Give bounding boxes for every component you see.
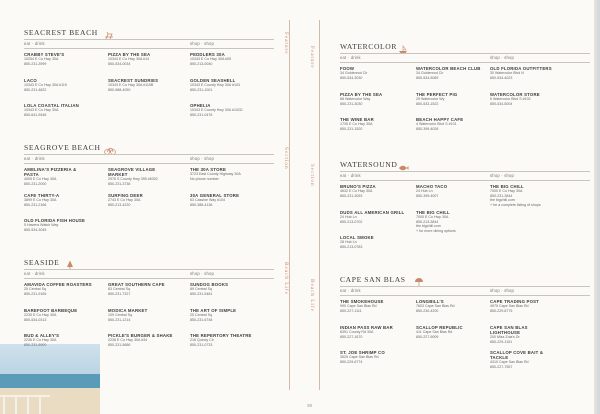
listing-detail: 216 Quincy Cir <box>190 338 214 343</box>
listing-name: CAPE TRADING POST <box>490 299 539 304</box>
listing-entry <box>340 117 408 131</box>
category-divider <box>24 278 274 279</box>
listing-entry <box>340 325 408 339</box>
listing-detail: 2235 E Co Hwy 30A <box>24 313 57 318</box>
listing-name: CRABBY STEVE'S <box>24 52 65 57</box>
next-page-edge <box>594 0 600 414</box>
page-number: 38 <box>307 403 313 408</box>
listing-detail: 10343 E Co Hwy 30A #119 <box>24 83 67 88</box>
listing-entry <box>24 333 92 347</box>
listing-detail: 850-388-4136 <box>190 202 213 207</box>
listing-name: THE ART OF SIMPLE <box>190 308 237 313</box>
listing-detail: 10343 E County Hwy 30A #102D <box>190 108 243 113</box>
listing-name: MODICA MARKET <box>108 308 148 313</box>
listing-name: AMELINA'S PIZZERIA & PASTA <box>24 167 77 178</box>
category-label-shop: shop · shop <box>490 173 515 178</box>
listing-detail: 850-534-5089 <box>416 75 439 80</box>
listing-entry <box>416 210 484 234</box>
listing-name: OPHELIA <box>190 103 211 108</box>
listing-detail: 3899 E Co Hwy 30A <box>24 198 57 203</box>
listing-detail: 850-534-4023 <box>490 75 513 80</box>
listing-detail: 109 Central Sq <box>108 313 132 318</box>
listing-detail: 7000 E Co Hwy 30A <box>490 189 523 194</box>
section-divider <box>24 269 274 270</box>
listing-detail: 850-231-9165 <box>24 291 47 296</box>
listing-detail: 25 Central Sq <box>24 287 46 292</box>
right-page <box>300 0 600 414</box>
listing-detail: 850-231-2000 <box>24 182 47 186</box>
listing-detail: 850-534-5004 <box>490 101 513 106</box>
listing-detail: 850-534-3045 <box>24 227 47 232</box>
section-divider <box>340 53 590 54</box>
listing-name: THE 30A STORE <box>190 167 227 172</box>
listing-detail: 850-213-0783 <box>340 244 363 249</box>
listing-detail: 850-231-3030 <box>340 101 363 106</box>
listing-entry <box>24 103 92 117</box>
fish-icon <box>398 159 408 168</box>
listing-entry <box>490 92 558 106</box>
listing-detail: 850-231-3999 <box>24 61 47 66</box>
listing-detail: 850-399-4028 <box>416 126 439 131</box>
listing-name: PEDDLERS 30A <box>190 52 225 57</box>
listing-entry <box>108 167 176 187</box>
listing-entry <box>108 193 176 207</box>
listing-detail: 83 Central Sq <box>108 287 130 292</box>
listing-entry <box>108 78 176 92</box>
umbrella-icon <box>414 274 424 283</box>
category-divider <box>340 62 590 63</box>
category-divider <box>340 180 590 181</box>
listing-detail: 850-231-2166 <box>24 202 47 207</box>
listing-name: MACHO TACO <box>416 184 448 189</box>
listing-detail: 34 Goldenrod Cir <box>416 71 444 76</box>
listing-detail: 4310 Cape San Blas Rd <box>490 360 529 365</box>
listing-detail: 10343 E Co Hwy 30A #115B <box>108 83 154 88</box>
listing-detail: 850-213-0040 <box>190 61 213 66</box>
category-divider <box>24 48 274 49</box>
listing-detail: 24 Hub Ln <box>416 189 433 194</box>
section-title: CAPE SAN BLAS <box>340 275 406 284</box>
listing-detail: 850-229-8775 <box>490 308 513 313</box>
category-label-shop: shop · shop <box>190 271 215 276</box>
listing-entry <box>340 92 408 106</box>
listing-entry <box>24 308 92 322</box>
listing-detail: 850-229-6774 <box>340 359 363 364</box>
listing-name: SCALLOP REPUBLIC <box>416 325 463 330</box>
listing-detail: 10254 E Co Hwy 30A <box>24 57 59 62</box>
listing-detail: 850-231-5481 <box>190 291 213 296</box>
side-label: Feature <box>309 46 315 69</box>
listing-entry <box>108 308 176 322</box>
listing-detail: 850-230-4200 <box>416 308 439 313</box>
bicycle-icon <box>104 142 114 151</box>
section-title: SEAGROVE BEACH <box>24 143 101 152</box>
listing-name: CAPE SAN BLAS LIGHTHOUSE <box>490 325 528 336</box>
listing-detail: 850-399-4007 <box>416 193 439 198</box>
listing-detail: 411 Cape San Blas Rd <box>416 330 453 335</box>
listing-detail: 200 Miss Zola's Dr <box>490 335 520 340</box>
listing-name: SURFING DEER <box>108 193 143 198</box>
listing-entry <box>490 350 558 370</box>
side-rule <box>289 20 290 390</box>
listing-name: LONGBILL'S <box>416 299 444 304</box>
section-title: WATERSOUND <box>340 160 398 169</box>
section-title: SEASIDE <box>24 258 60 267</box>
listing-detail: 850-588-4050 <box>108 87 131 92</box>
listing-detail: 2743 E Co Hwy 30A <box>108 198 141 203</box>
category-label-shop: shop · shop <box>490 55 515 60</box>
listing-name: PICKLE'S BURGER & SHAKE <box>108 333 173 338</box>
listing-name: SCALLOP COVE BAIT & TACKLE <box>490 350 544 361</box>
listing-detail: the bigchill.com <box>490 198 515 203</box>
listing-detail: 10343 E County Hwy 30A #103 <box>190 83 240 88</box>
listing-detail: 850-231-4822 <box>24 87 47 92</box>
listing-entry <box>190 78 258 92</box>
listing-entry <box>490 184 558 208</box>
listing-detail: 63 Cassine Way #104 <box>190 198 226 203</box>
listing-name: INDIAN PASS RAW BAR <box>340 325 393 330</box>
listing-name: BEACH HAPPY CAFE <box>416 117 464 122</box>
category-label-eat-drink: eat · drink <box>24 271 45 276</box>
listing-name: SUNDOG BOOKS <box>190 282 229 287</box>
tree-icon <box>66 257 76 266</box>
beach-chair-icon <box>104 27 114 36</box>
listing-name: GOLDEN SEASHELL <box>190 78 236 83</box>
boat-icon <box>398 41 408 50</box>
listing-detail: 850-231-0476 <box>190 112 213 117</box>
listing-name: OLD FLORIDA FISH HOUSE <box>24 218 86 223</box>
listing-entry <box>416 325 484 339</box>
listing-detail: 89 Central Sq <box>190 287 212 292</box>
listing-detail: 8391 County Rd 30A <box>340 330 374 335</box>
category-label-eat-drink: eat · drink <box>340 173 361 178</box>
listing-entry <box>190 103 258 117</box>
listing-detail: 3525 Cape San Blas Rd <box>340 355 379 360</box>
category-label-eat-drink: eat · drink <box>24 41 45 46</box>
listing-detail: No phone number <box>190 176 219 181</box>
listing-detail: 990 Cape San Blas Rd <box>340 304 377 309</box>
listing-detail: 850-231-6748 <box>190 317 213 322</box>
listing-entry <box>24 78 92 92</box>
listing-detail: 850-213-4220 <box>108 202 131 207</box>
listing-detail: 88 Watercolor Way <box>340 97 371 102</box>
listing-name: LACO <box>24 78 37 83</box>
listing-detail: 850-231-5686 <box>108 342 131 347</box>
listing-entry <box>24 282 92 296</box>
listing-name: FOOW <box>340 66 355 71</box>
listing-detail: + for a complete listing of shops <box>490 202 541 207</box>
category-label-shop: shop · shop <box>190 41 215 46</box>
listing-detail: 29 Watercolor Wy <box>416 97 445 102</box>
listing-entry <box>190 52 258 66</box>
listing-name: THE REPERTORY THEATRE <box>190 333 252 338</box>
listing-detail: 850-533-1522 <box>416 101 439 106</box>
listing-detail: 850-231-3844 <box>490 193 513 198</box>
listing-name: SEAGROVE VILLAGE MARKET <box>108 167 156 178</box>
category-divider <box>24 163 274 164</box>
listing-name: OLD FLORIDA OUTFITTERS <box>490 66 552 71</box>
listing-name: AMAVIDA COFFEE ROASTERS <box>24 282 92 287</box>
listing-entry <box>190 333 258 347</box>
listing-name: PIZZA BY THE SEA <box>108 52 151 57</box>
listing-entry <box>340 235 408 249</box>
listing-name: BAREFOOT BARBEQUE <box>24 308 78 313</box>
listing-detail: 850-227-1670 <box>340 334 363 339</box>
listing-detail: 850-231-1001 <box>190 87 213 92</box>
listing-entry <box>108 282 176 296</box>
listing-entry <box>340 350 408 364</box>
listing-entry <box>190 308 258 322</box>
listing-detail: 28 Hub Ln <box>340 240 357 245</box>
section-divider <box>24 154 274 155</box>
listing-entry <box>108 52 176 66</box>
listing-detail: 850-227-9009 <box>416 334 439 339</box>
listing-detail: 7000 E Co Hwy 30A <box>416 215 449 220</box>
listing-detail: 850-227-7557 <box>490 365 513 369</box>
category-label-shop: shop · shop <box>490 288 515 293</box>
listing-name: DUDS ALL AMERICAN GRILL <box>340 210 405 215</box>
side-label: Section <box>283 147 289 170</box>
listing-detail: 1735 E Co Hwy 30A <box>340 122 373 127</box>
listing-entry <box>340 184 408 198</box>
listing-name: THE PERFECT PIG <box>416 92 458 97</box>
listing-detail: 850-534-3030 <box>340 75 363 80</box>
listing-name: BRUNO'S PIZZA <box>340 184 376 189</box>
side-label: Beach Life <box>309 279 315 312</box>
listing-entry <box>190 193 258 207</box>
listing-entry <box>108 333 176 347</box>
listing-detail: 850-231-7327 <box>108 291 131 296</box>
listing-detail: 850-534-0313 <box>24 317 47 322</box>
side-label: Feature <box>283 32 289 55</box>
section-divider <box>24 39 274 40</box>
listing-detail: 5 Havens Watch Way <box>24 223 59 228</box>
listing-detail: 850-231-1520 <box>340 126 363 131</box>
listing-name: LOCAL SMOKE <box>340 235 374 240</box>
side-label: Section <box>309 164 315 187</box>
listing-detail: 850-231-1214 <box>108 317 131 322</box>
listing-entry <box>24 167 92 187</box>
listing-name: SEACREST SUNDRIES <box>108 78 159 83</box>
listing-detail: 850-227-1111 <box>340 308 362 313</box>
listing-name: THE BIG CHILL <box>490 184 524 189</box>
listing-detail: 4975 Cape San Blas Rd <box>490 304 529 309</box>
listing-entry <box>416 184 484 198</box>
listing-name: THE BIG CHILL <box>416 210 450 215</box>
listing-entry <box>24 52 92 66</box>
listing-detail: 6 Watercolor Blvd S #102 <box>490 97 531 102</box>
listing-detail: 24 Hub Ln <box>340 215 357 220</box>
listing-entry <box>24 193 92 207</box>
listing-detail: 2236 E Co Hwy 30A #34 <box>108 338 148 343</box>
category-label-eat-drink: eat · drink <box>24 156 45 161</box>
listing-entry <box>340 66 408 80</box>
listing-name: THE WINE BAR <box>340 117 374 122</box>
listing-detail: 850-231-0733 <box>190 342 213 347</box>
listing-detail: 4005 E Co Hwy 30A <box>24 177 57 182</box>
listing-name: PIZZA BY THE SEA <box>340 92 383 97</box>
section-title: WATERCOLOR <box>340 42 398 51</box>
listing-entry <box>416 117 484 131</box>
listing-detail: 25 Central Sq <box>190 313 212 318</box>
listing-name: WATERCOLOR STORE <box>490 92 540 97</box>
listing-detail: 850-641-9446 <box>24 112 47 117</box>
listing-detail: 30 Watercolor Blvd N <box>490 71 524 76</box>
listing-name: GREAT SOUTHERN CAFE <box>108 282 165 287</box>
listing-detail: 4 Watercolor Blvd S #101 <box>416 122 457 127</box>
side-rule <box>319 20 320 390</box>
listing-entry <box>340 210 408 224</box>
listing-name: CAFE THIRTY-A <box>24 193 60 198</box>
listing-entry <box>190 282 258 296</box>
listing-entry <box>416 66 484 80</box>
section-title: SEACREST BEACH <box>24 28 98 37</box>
listing-detail: 2976 S County Hwy 395 #6302 <box>108 177 158 182</box>
category-divider <box>340 295 590 296</box>
listing-name: THE SMOKEHOUSE <box>340 299 384 304</box>
listing-entry <box>490 325 558 345</box>
listing-detail: the bigchill.com <box>416 224 441 229</box>
listing-detail: 7603 Cape San Blas Rd <box>416 304 455 309</box>
listing-entry <box>416 92 484 106</box>
listing-name: ST. JOE SHRIMP CO <box>340 350 385 355</box>
section-divider <box>340 171 590 172</box>
listing-entry <box>190 167 258 181</box>
listing-name: BUD & ALLEY'S <box>24 333 60 338</box>
listing-detail: 4632 E Co Hwy 30A <box>340 189 373 194</box>
listing-entry <box>340 299 408 313</box>
listing-entry <box>490 66 558 80</box>
listing-name: WATERCOLOR BEACH CLUB <box>416 66 481 71</box>
listing-entry <box>490 299 558 313</box>
listing-detail: 34 Goldenrod Cir <box>340 71 368 76</box>
listing-detail: 850-231-5900 <box>24 342 47 347</box>
listing-detail: 850-231-3736 <box>108 182 131 186</box>
listing-entry <box>416 299 484 313</box>
listing-detail: 10343 E Co Hwy 30A #14 <box>108 57 150 62</box>
listing-detail: 850-213-0702 <box>340 219 363 224</box>
section-divider <box>340 286 590 287</box>
listing-detail: 850-213-3844 <box>416 219 439 224</box>
listing-detail: 850-229-1151 <box>490 340 513 344</box>
side-label: Beach Life <box>283 262 289 295</box>
listing-detail: + for more dining options <box>416 228 456 233</box>
listing-detail: 3723 East County Highway 30A <box>190 172 241 177</box>
listing-name: LOLA COASTAL ITALIAN <box>24 103 79 108</box>
listing-detail: 850-231-3093 <box>340 193 363 198</box>
listing-name: 30A GENERAL STORE <box>190 193 240 198</box>
listing-detail: 2236 E Co Hwy 30A <box>24 338 57 343</box>
listing-detail: 10343 E Co Hwy 30A <box>24 108 59 113</box>
beach-photo <box>0 344 100 414</box>
category-label-eat-drink: eat · drink <box>340 288 361 293</box>
listing-detail: 850-534-0034 <box>108 61 131 66</box>
category-label-eat-drink: eat · drink <box>340 55 361 60</box>
category-label-shop: shop · shop <box>190 156 215 161</box>
listing-detail: 10343 E Co Hwy 30A #05 <box>190 57 232 62</box>
listing-entry <box>24 218 92 232</box>
